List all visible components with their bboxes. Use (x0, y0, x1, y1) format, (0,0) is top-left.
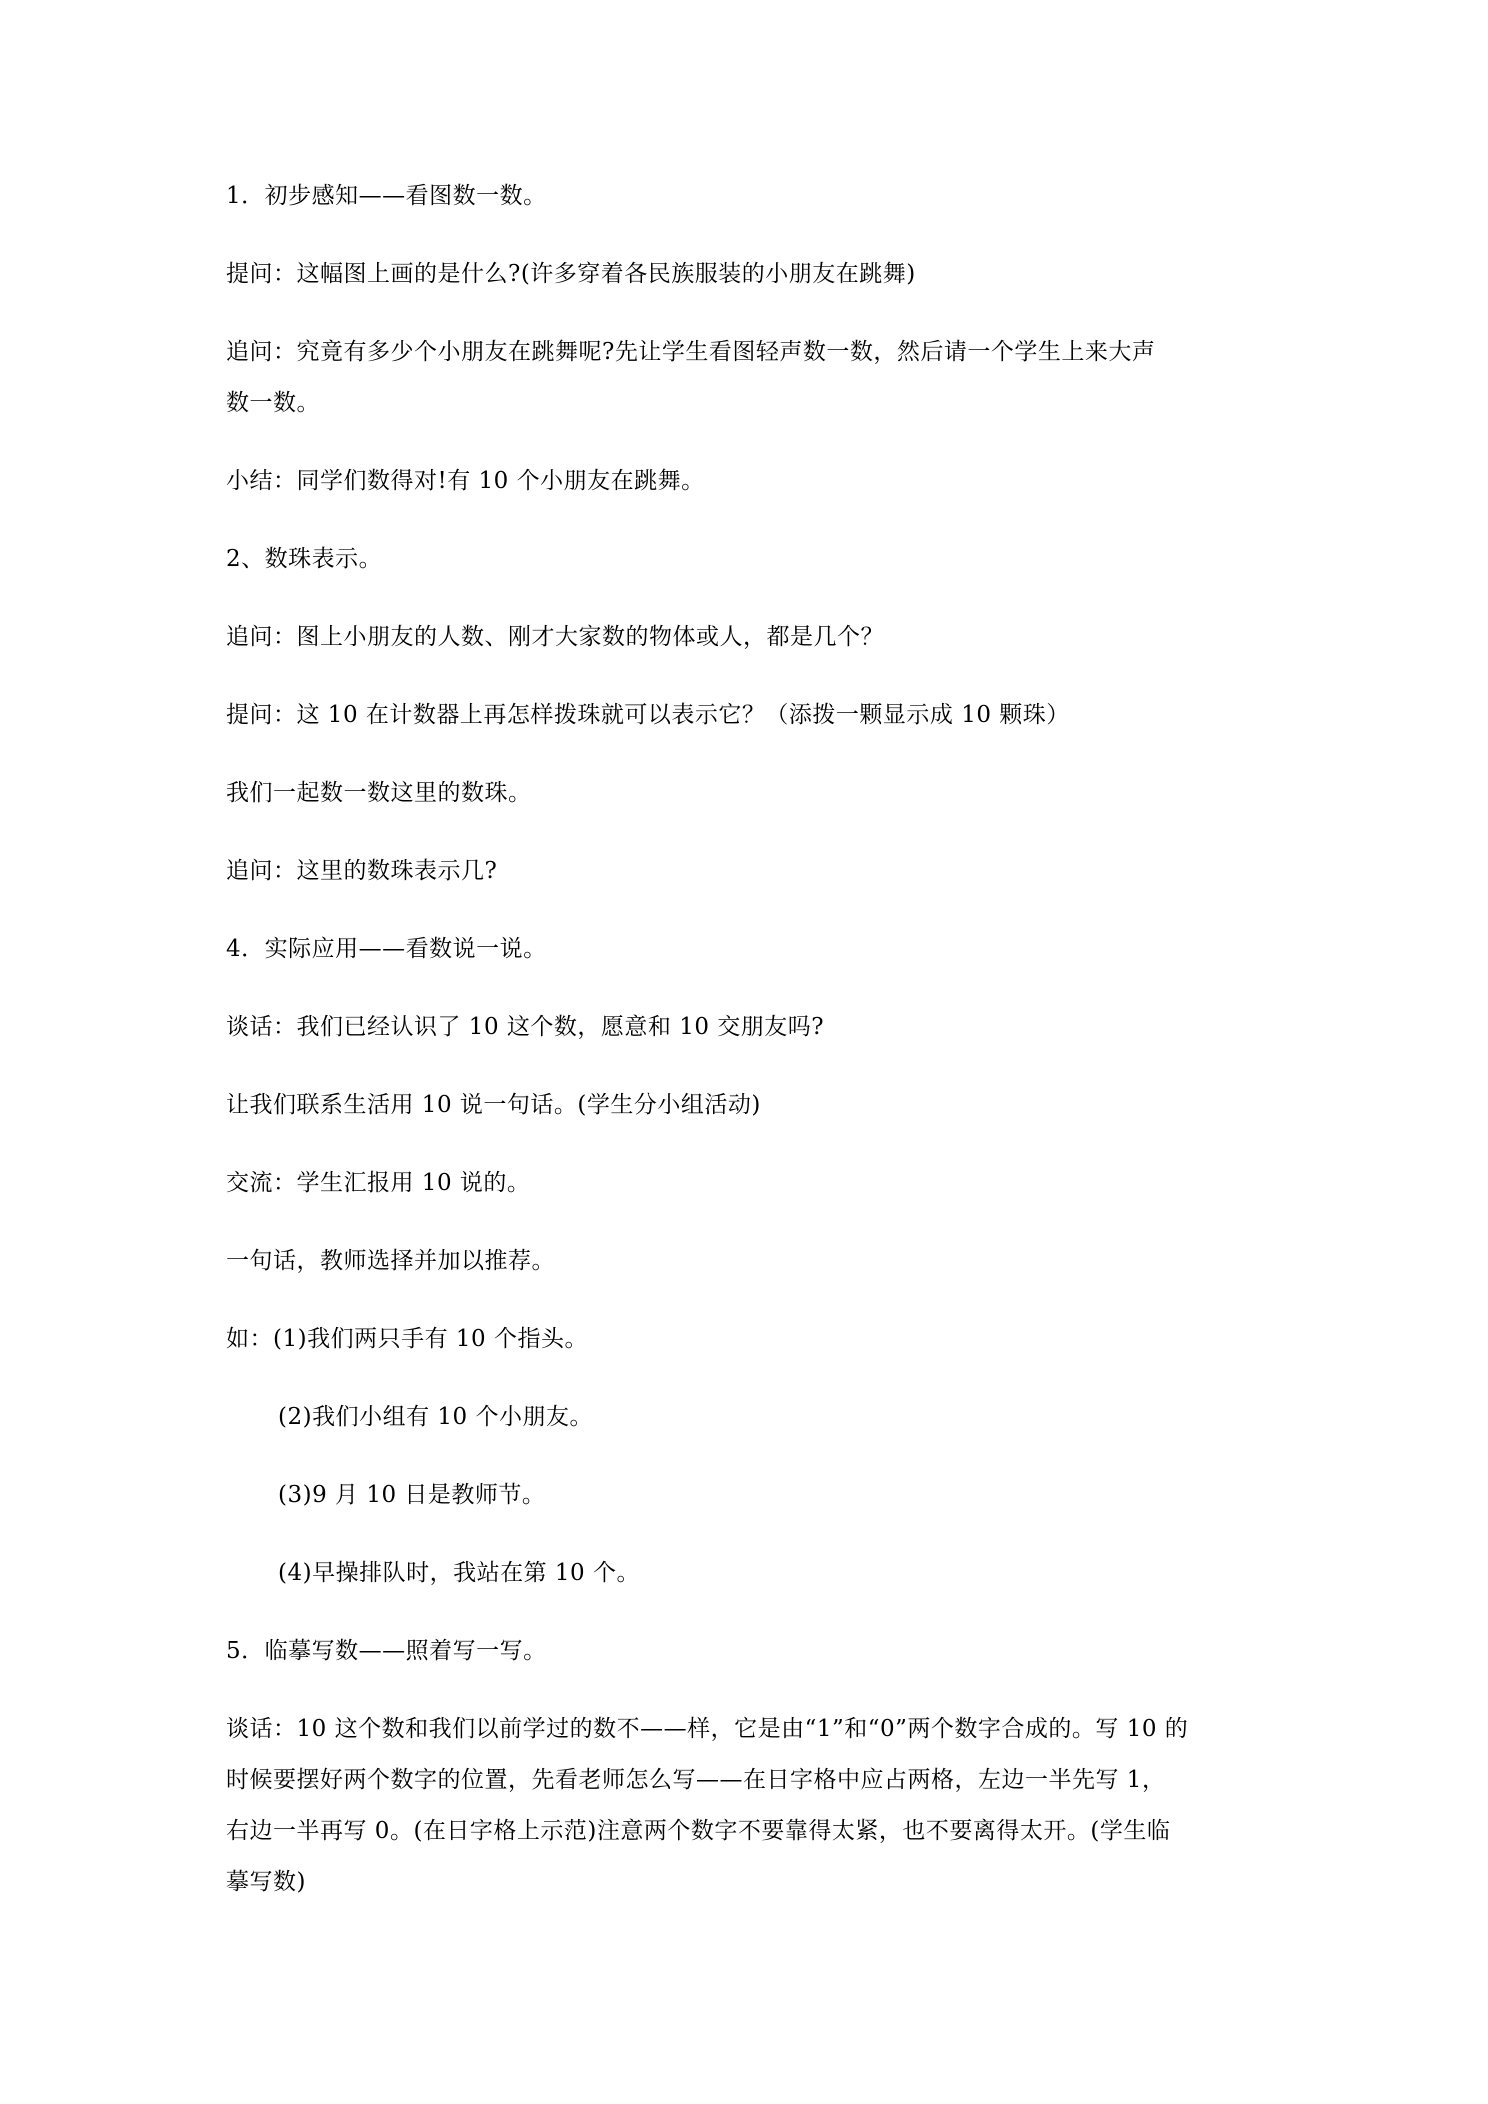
paragraph-followup-1-cont: 数一数。 (226, 390, 320, 416)
heading-5: 5．临摹写数——照着写一写。 (226, 1638, 547, 1664)
example-item-2: (2)我们小组有 10 个小朋友。 (278, 1404, 593, 1430)
paragraph-question-2: 提问：这 10 在计数器上再怎样拨珠就可以表示它？（添拨一颗显示成 10 颗珠） (226, 702, 1070, 728)
paragraph-question-1: 提问：这幅图上画的是什么?(许多穿着各民族服装的小朋友在跳舞) (226, 261, 916, 287)
example-item-3: (3)9 月 10 日是教师节。 (278, 1482, 546, 1508)
paragraph-talk-2-cont-2: 右边一半再写 0。(在日字格上示范)注意两个数字不要靠得太紧，也不要离得太开。(学生临 (226, 1818, 1171, 1844)
paragraph-talk-2-cont-3: 摹写数) (226, 1869, 306, 1895)
paragraph-activity: 让我们联系生活用 10 说一句话。(学生分小组活动) (226, 1092, 761, 1118)
paragraph-summary: 小结：同学们数得对!有 10 个小朋友在跳舞。 (226, 468, 705, 494)
heading-1: 1．初步感知——看图数一数。 (226, 183, 547, 209)
heading-2: 2、数珠表示。 (226, 546, 383, 572)
paragraph-exchange: 交流：学生汇报用 10 说的。 (226, 1170, 531, 1196)
example-item-4: (4)早操排队时，我站在第 10 个。 (278, 1560, 640, 1586)
paragraph-talk-2: 谈话：10 这个数和我们以前学过的数不——样，它是由“1”和“0”两个数字合成的。写 10 的 (226, 1716, 1189, 1742)
paragraph-followup-2: 追问：图上小朋友的人数、刚才大家数的物体或人，都是几个？ (226, 624, 884, 650)
paragraph-followup-3: 追问：这里的数珠表示几? (226, 858, 498, 884)
example-item-1: 如：(1)我们两只手有 10 个指头。 (226, 1326, 588, 1352)
heading-4: 4．实际应用——看数说一说。 (226, 936, 547, 962)
paragraph-talk-1: 谈话：我们已经认识了 10 这个数，愿意和 10 交朋友吗? (226, 1014, 825, 1040)
paragraph-followup-1: 追问：究竟有多少个小朋友在跳舞呢?先让学生看图轻声数一数，然后请一个学生上来大声 (226, 339, 1156, 365)
paragraph-count-beads: 我们一起数一数这里的数珠。 (226, 780, 532, 806)
paragraph-recommend: 一句话，教师选择并加以推荐。 (226, 1248, 555, 1274)
paragraph-talk-2-cont-1: 时候要摆好两个数字的位置，先看老师怎么写——在日字格中应占两格，左边一半先写 1， (226, 1767, 1166, 1793)
